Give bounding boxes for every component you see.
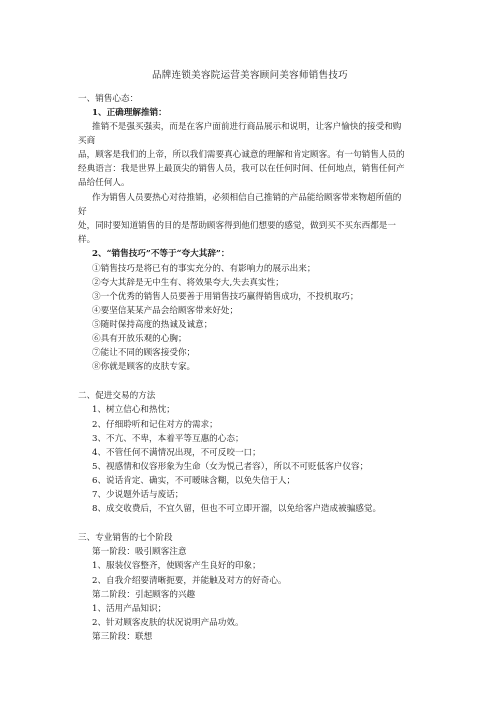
paragraph-line: 样。 (78, 235, 96, 245)
list-item: ①销售技巧是将已有的事实充分的、有影响力的展示出来； (92, 264, 316, 274)
paragraph-line: 好 (78, 207, 87, 217)
stage-heading: 第一阶段：吸引顾客注意 (92, 547, 187, 557)
list-item: 5、视感情和仪容形象为生命（女为悦己者容），所以不可贬低客户仪容； (92, 462, 369, 472)
paragraph-line: 品，顾客是我们的上帝，所以我们需要真心诚意的理解和肯定顾客。有一句销售人员的 (78, 150, 405, 160)
list-item: 6、说话肯定、确实，不可暧昧含糊，以免失信于人； (92, 476, 296, 486)
list-item: 2、针对顾客皮肤的状况说明产品功效。 (92, 618, 244, 628)
paragraph-line: 经典语言：我是世界上最顶尖的销售人员，我可以在任何时间、任何地点，销售任何产 (78, 164, 405, 174)
paragraph-line: 品给任何人。 (78, 178, 130, 188)
paragraph-line: 买商 (78, 136, 96, 146)
stage-heading: 第三阶段：联想 (92, 632, 153, 642)
section-1-point-1-heading: 1、正确理解推销： (92, 108, 167, 118)
list-item: 1、树立信心和热忱； (92, 405, 175, 415)
document-title: 品牌连锁美容院运营美容顾问美容师销售技巧 (151, 70, 348, 81)
list-item: 4、不管任何不满情况出现，不可反咬一口； (92, 448, 261, 458)
list-item: 8、成交收费后，不宜久留，但也不可立即开溜，以免给客户造成被骗感觉。 (92, 504, 382, 514)
section-1-heading: 一、销售心态： (78, 94, 139, 104)
list-item: 1、服装仪容整齐，使顾客产生良好的印象； (92, 561, 261, 571)
paragraph-line: 推销不是强买强卖，而是在客户面前进行商品展示和说明，让客户愉快的接受和购 (92, 122, 402, 132)
list-item: ④要坚信某某产品会给顾客带来好处； (92, 306, 239, 316)
list-item: 2、仔细聆听和记住对方的需求； (92, 420, 218, 430)
stage-heading: 第二阶段：引起顾客的兴趣 (92, 590, 196, 600)
list-item: ⑧你就是顾客的皮肤专家。 (92, 362, 196, 372)
paragraph-line: 处，同时要知道销售的目的是帮助顾客得到他们想要的感觉，做到买不买东西都是一 (78, 221, 396, 231)
section-2-heading: 二、促进交易的方法 (78, 391, 156, 401)
list-item: 1、活用产品知识； (92, 604, 167, 614)
list-item: 3、不亢、不卑，本着平等互惠的心态； (92, 434, 244, 444)
list-item: ⑤随时保持高度的热诚及诚意； (92, 320, 213, 330)
section-1-point-2-heading: 2、“销售技巧”不等于“夸大其辞”： (92, 249, 230, 259)
list-item: 7、少说题外话与废话； (92, 490, 184, 500)
paragraph-line: 作为销售人员要热心对待推销，必须相信自己推销的产品能给顾客带来物超所值的 (92, 193, 402, 203)
section-3-heading: 三、专业销售的七个阶段 (78, 533, 173, 543)
list-item: ⑥具有开放乐观的心胸； (92, 334, 187, 344)
list-item: 2、自我介绍要清晰扼要，并能触及对方的好奇心。 (92, 576, 287, 586)
list-item: ⑦能让不同的顾客接受你； (92, 348, 196, 358)
list-item: ②夸大其辞是无中生有、将效果夸大,失去真实性； (92, 278, 284, 288)
list-item: ③一个优秀的销售人员要善于用销售技巧赢得销售成功，不投机取巧； (92, 292, 359, 302)
